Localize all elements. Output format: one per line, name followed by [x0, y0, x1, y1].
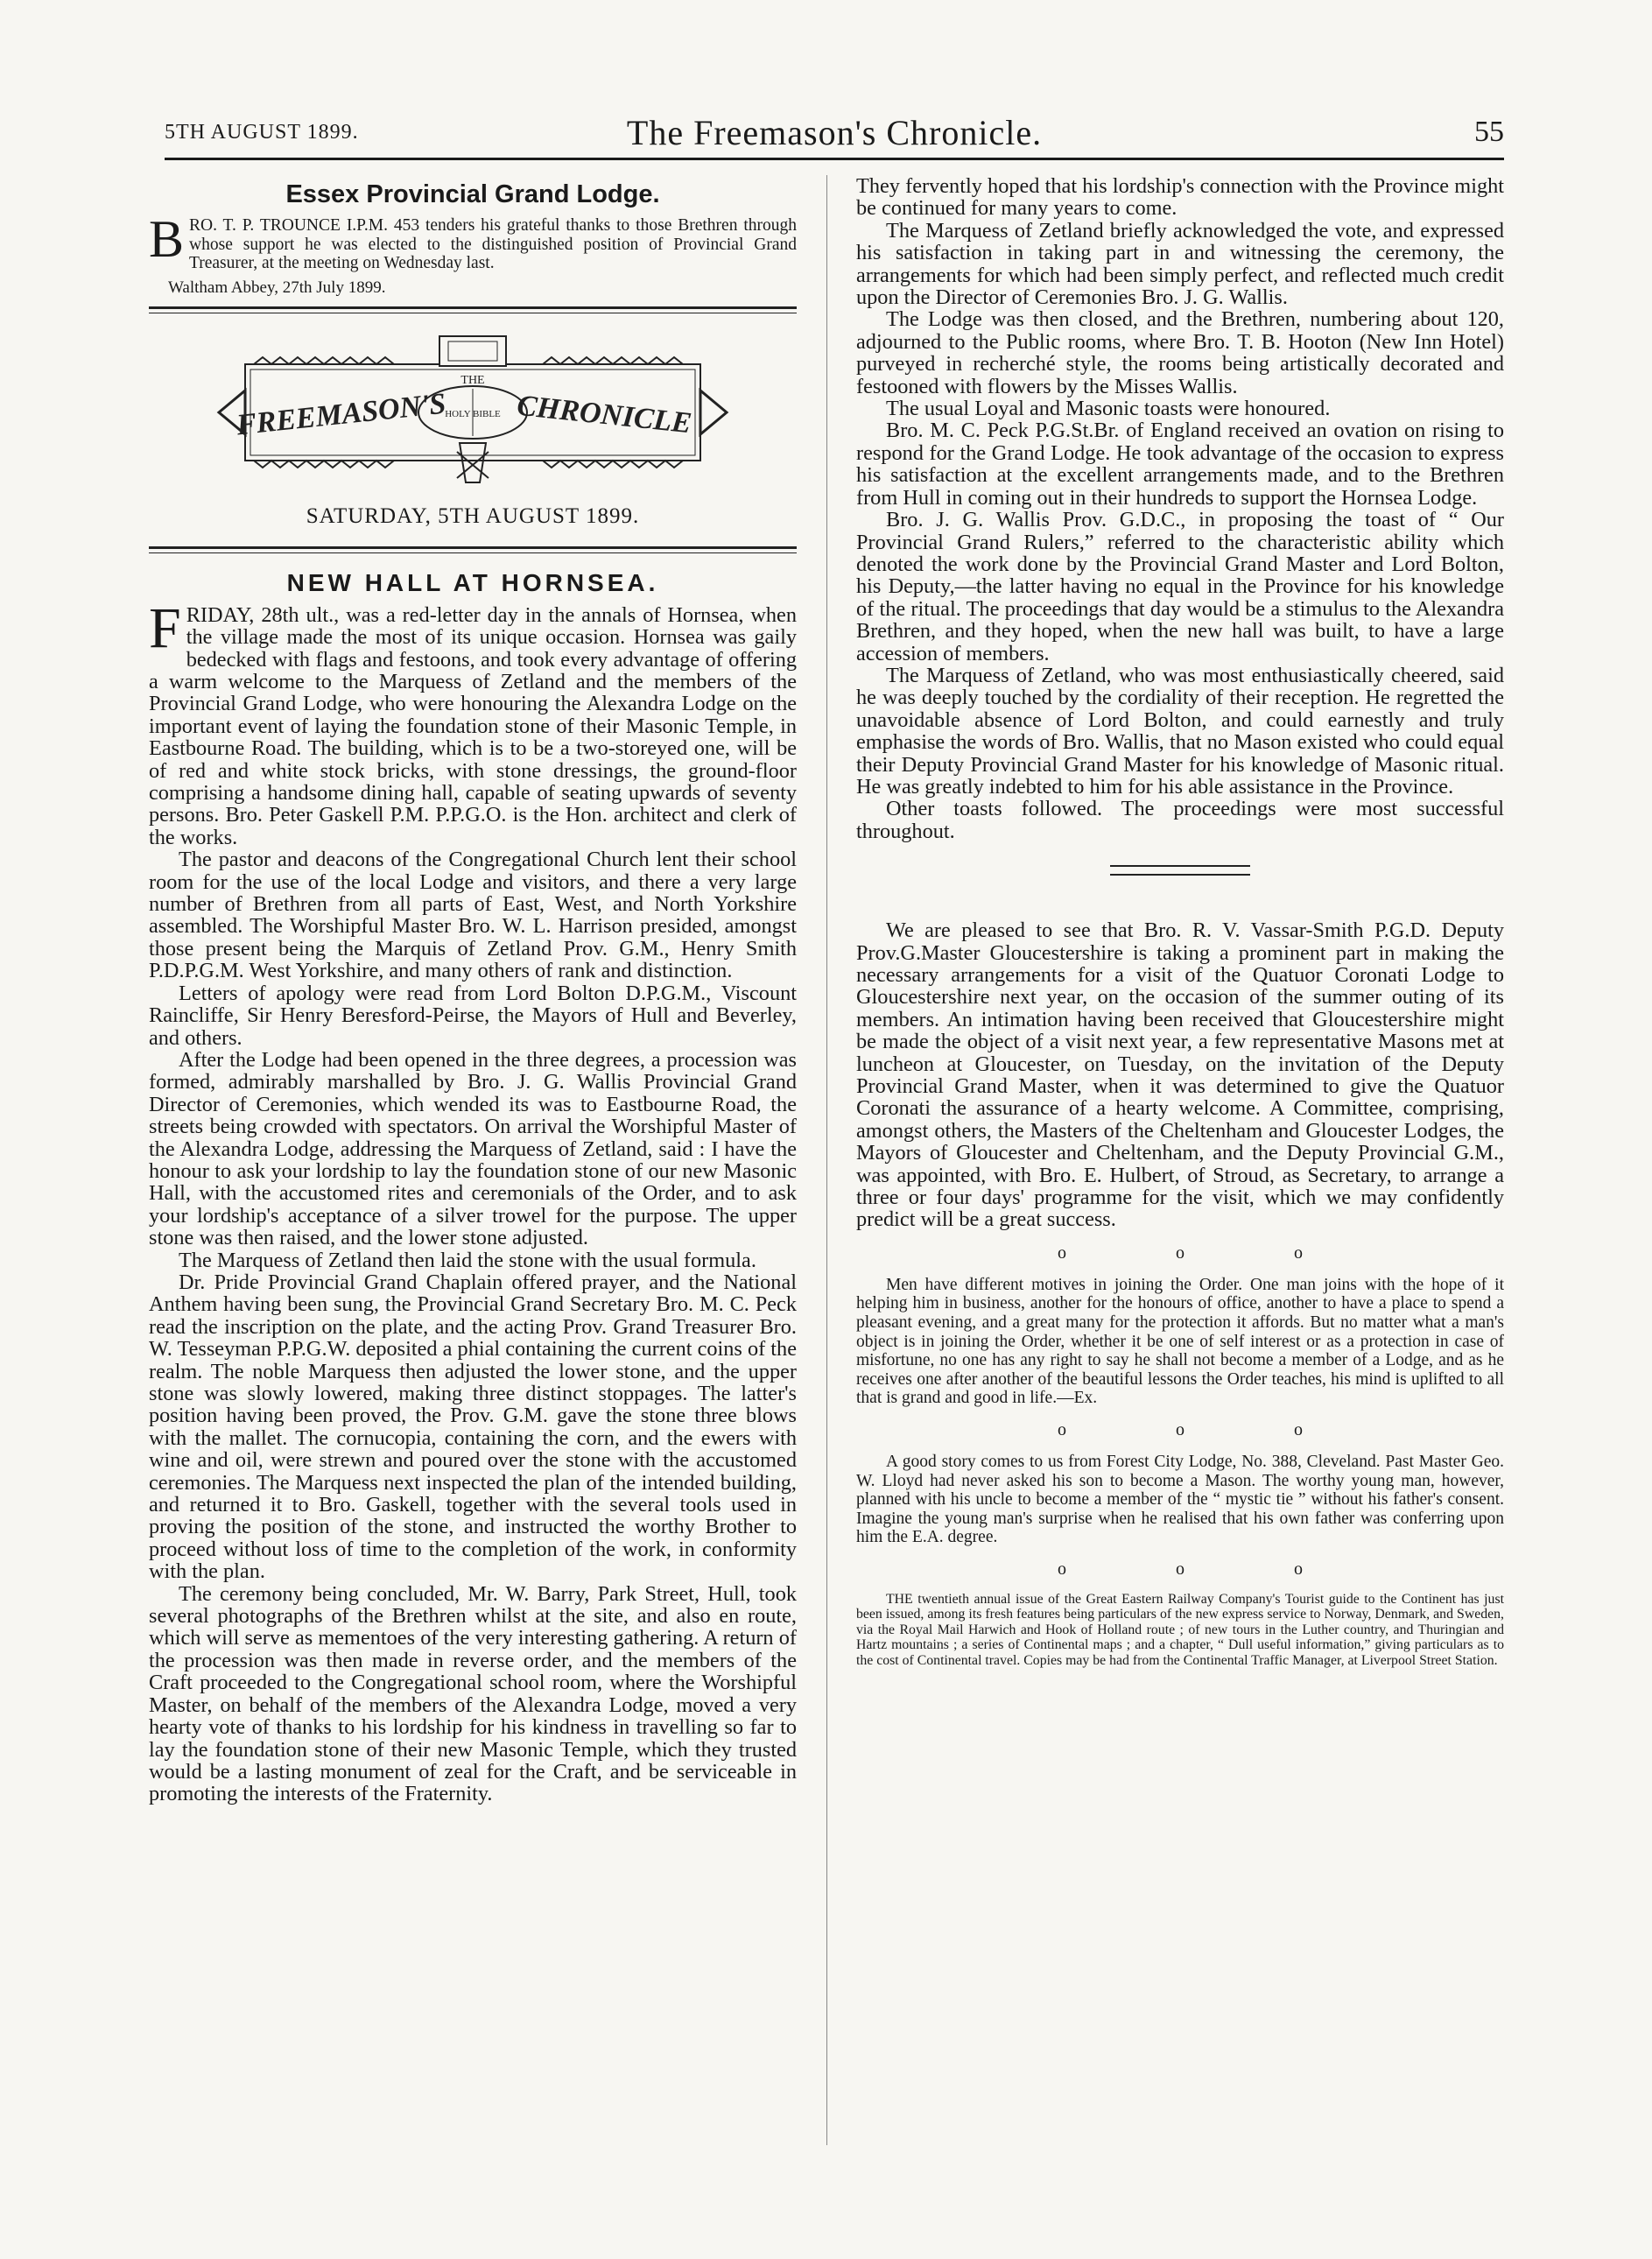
masthead-left-text: FREEMASON'S — [235, 387, 448, 442]
masthead-logo — [201, 329, 744, 496]
article-paragraph: Other toasts followed. The proceedings were most successful throughout. — [856, 797, 1504, 843]
article-paragraph: The Marquess of Zetland, who was most enthusiastically cheered, said he was deeply touched by the cordiality of their reception. He regretted the unavoidable absence of Lord Bolton, and could earnestly and truly emphasise the words of Bro. Wallis, that no Mason existed who could equal their Deputy Provincial Grand Master for his knowledge of Masonic ritual. He was greatly indebted to him for his able assistance in the Province. — [856, 663, 1504, 799]
article-paragraph: The Marquess of Zetland briefly acknowledged the vote, and expressed his satisfaction in taking part in and witnessing the ceremony, the arrangements for which had been simply perfect, and reflected much credit upon the Director of Ceremonies Bro. J. G. Wallis. — [856, 218, 1504, 310]
article-paragraph: FRIDAY, 28th ult., was a red-letter day in the annals of Hornsea, when the village made the most of its unique occasion. Hornsea was gaily bedecked with flags and festoons, and took every advantage of offering a warm welcome to the Marquess of Zetland and the members of the Provincial Grand Lodge, who were honouring the Alexandra Lodge on the important event of laying the foundation stone of their Masonic Temple, in Eastbourne Road. The building, which is to be a two-storeyed one, will be of red and white stock bricks, with stone dressings, the ground-floor comprising a handsome dining hall, capable of seating upwards of seventy persons. Bro. Peter Gaskell P.M. P.P.G.O. is the Hon. architect and clerk of the works. — [149, 595, 797, 849]
article-paragraph: After the Lodge had been opened in the three degrees, a procession was formed, admirably marshalled by Bro. J. G. Wallis Provincial Grand Director of Ceremonies, which wended its was to Eastbourne Road, the streets being crowded with spectators. On arrival the Worshipful Master of the Alexandra Lodge, addressing the Marquess of Zetland, said : I have the honour to ask your lordship to lay the foundation stone of our new Masonic Hall, with the accustomed rites and ceremonials of the Order, and to ask your lordship's acceptance of a silver trowel for the purpose. The upper stone was then raised, and the lower stone adjusted. — [149, 1047, 797, 1250]
right-column — [856, 175, 1504, 1668]
article-paragraph: The ceremony being concluded, Mr. W. Barry, Park Street, Hull, took several photographs of the Brethren whilst at the site, and also en route, which will serve as mementoes of the very interesting gathering. A return of the procession was then made in reverse order, and the members of the Craft proceeded to the Congregational school room, where the Worshipful Master, on behalf of the members of the Alexandra Lodge, moved a very hearty vote of thanks to his lordship for his kindness in travelling so far to lay the foundation stone of their new Masonic Temple, which they trusted would be a lasting monument of zeal for the Craft, and be serviceable in promoting the interests of the Fraternity. — [149, 1581, 797, 1806]
article-continuation — [856, 175, 1504, 842]
ornament-divider: o o o — [1058, 1559, 1355, 1579]
dateline-rule — [149, 546, 797, 553]
article-paragraph: They fervently hoped that his lordship's connection with the Province might be continued for many years to come. — [856, 174, 1504, 221]
notice-title: Essex Provincial Grand Lodge. — [285, 180, 660, 208]
article-title: NEW HALL AT HORNSEA. — [286, 568, 659, 596]
article-paragraph: The usual Loyal and Masonic toasts were honoured. — [886, 397, 1331, 421]
news-item-motives — [856, 1276, 1504, 1408]
page-number: 55 — [1474, 116, 1504, 148]
ornament-divider: o o o — [1058, 1242, 1355, 1263]
notice-signature: Waltham Abbey, 27th July 1899. — [168, 278, 386, 297]
header-rule — [165, 158, 1504, 160]
section-separator — [1110, 865, 1250, 876]
news-item-railway — [856, 1592, 1504, 1668]
news-item-text: Men have different motives in joining the Order. One man joins with the hope of it helping him in business, another for the honours of office, another to have a place to spend a pleasant evening, and a great many for the protection it affords. But no matter what a man's object is in joining the Order, whether it be one of self interest or as a protection in case of misfortune, no one has any right to say he shall not become a member of a Lodge, and as he receives one after another of the beautiful lessons the Order teaches, his mind is uplifted to all that is grand and good in life.—Ex. — [856, 1275, 1504, 1408]
masthead-top-text: THE — [460, 373, 485, 387]
news-item-text: We are pleased to see that Bro. R. V. Vassar-Smith P.G.D. Deputy Prov.G.Master Gloucestershire is taking a prominent part in making the necessary arrangements for a visit of the Quatuor Coronati Lodge to Gloucestershire next year, on the occasion of the summer outing of its members. An intimation having been received that Gloucestershire might be made the object of a visit next year, a few representative Masons met at luncheon at Gloucester, on Tuesday, on the invitation of the Deputy Provincial Grand Master, when it was determined to give the Quatuor Coronati the assurance of a hearty welcome. A Committee, comprising, amongst others, the Masters of the Cheltenham and Gloucester Lodges, the Mayors of Gloucester and Cheltenham, and the Deputy Provincial G.M., was appointed, with Bro. E. Hulbert, of Stroud, as Secretary, to arrange a three or four days' programme for the visit, which we may confidently predict will be a great success. — [856, 918, 1504, 1232]
article-paragraph: Letters of apology were read from Lord Bolton D.P.G.M., Viscount Raincliffe, Sir Henry Beresford-Peirse, the Mayors of Hull and Beverley, and others. — [149, 981, 797, 1050]
masthead-right-text: CHRONICLE — [515, 389, 693, 440]
ornament-divider: o o o — [1058, 1420, 1355, 1440]
article-paragraph: Bro. J. G. Wallis Prov. G.D.C., in proposing the toast of “ Our Provincial Grand Rulers,” referred to the characteristic ability which denoted the work done by the Provincial Grand Master and Lord Bolton, his Deputy,—the latter having no equal in the Province for his knowledge of the ritual. The proceedings that day would be a stimulus to the Alexandra Brethren, and they hoped, when the new hall was built, to have a large accession of members. — [856, 508, 1504, 665]
article-paragraph: The Lodge was then closed, and the Brethren, numbering about 120, adjourned to the Public rooms, where Bro. T. B. Hooton (New Inn Hotel) purveyed in recherché style, the rooms being artistically decorated and festooned with flowers by the Misses Wallis. — [856, 307, 1504, 398]
issue-dateline: SATURDAY, 5TH AUGUST 1899. — [306, 503, 640, 528]
column-divider — [826, 175, 827, 2145]
article-paragraph: Bro. M. C. Peck P.G.St.Br. of England received an ovation on rising to respond for the Grand Lodge. He took advantage of the occasion to express his satisfaction at the excellent arrangements made, and to the Brethren from Hull in coming out in their hundreds to support the Hornsea Lodge. — [856, 419, 1504, 510]
notice-text: RO. T. P. TROUNCE I.P.M. 453 tenders his grateful thanks to those Brethren through whose support he was elected to the distinguished position of Provincial Grand Treasurer, at the meeting on Wednesday last. — [189, 216, 797, 273]
notice-rule — [149, 306, 797, 313]
left-column — [149, 175, 797, 1805]
masthead-book-text: HOLY BIBLE — [445, 408, 501, 419]
article-paragraph: The pastor and deacons of the Congregational Church lent their school room for the use of the local Lodge and visitors, and there a very large number of Brethren from all parts of East, West, and North Yorkshire assembled. The Worshipful Master Bro. W. L. Harrison presided, amongst those present being the Marquis of Zetland Prov. G.M., Henry Smith P.D.P.G.M. West Yorkshire, and many others of rank and distinction. — [149, 848, 797, 983]
article-paragraph: Dr. Pride Provincial Grand Chaplain offered prayer, and the National Anthem having been sung, the Provincial Grand Secretary Bro. M. C. Peck read the inscription on the plate, and the acting Prov. Grand Treasurer Bro. W. Tesseyman P.P.G.W. deposited a phial containing the current coins of the realm. The noble Marquess then adjusted the lower stone, and the upper stone was slowly lowered, making three distinct stoppages. The latter's position having been proved, the Prov. G.M. gave the stone three blows with the mallet. The cornucopia, containing the corn, and the ewers with wine and oil, were strewn and poured over the stone with the accustomed ceremonies. The Marquess next inspected the plan of the intended building, and returned it to Bro. Gaskell, together with the several tools used in proving the position of the stone, and instructed the worthy Brother to proceed without loss of time to the completion of the work, in conformity with the plan. — [149, 1270, 797, 1584]
header-title: The Freemason's Chronicle. — [626, 113, 1043, 152]
news-item-text: THE twentieth annual issue of the Great Eastern Railway Company's Tourist guide to the Continent has just been issued, among its fresh features being particulars of the new express service to Norway, Denmark, and Sweden, via the Royal Mail Harwich and Hook of Holland route ; of new tours in the Luther country, and Thuringian and Hartz mountains ; a series of Continental maps ; and a chapter, “ Dull useful information,” giving particulars as to the cost of Continental travel. Copies may be had from the Continental Traffic Manager, at Liverpool Street Station. — [856, 1592, 1504, 1668]
article-drop-cap: F — [149, 595, 181, 660]
article-paragraph: The Marquess of Zetland then laid the stone with the usual formula. — [179, 1248, 756, 1272]
news-item-text: A good story comes to us from Forest City Lodge, No. 388, Cleveland. Past Master Geo. W. Lloyd had never asked his son to become a Mason. The worthy young man, however, planned with his uncle to become a member of the “ mystic tie ” without his father's consent. Imagine the young man's surprise when he realised that his own father was conferring upon him the E.A. degree. — [856, 1453, 1504, 1547]
article-body — [149, 595, 797, 1806]
masthead-graphic — [201, 329, 744, 496]
running-header — [165, 112, 1504, 154]
news-item-forest-city — [856, 1453, 1504, 1547]
news-item-vassar-smith — [856, 919, 1504, 1231]
notice-body — [149, 210, 797, 273]
header-date: 5TH AUGUST 1899. — [165, 121, 359, 144]
notice-drop-cap: B — [149, 210, 185, 268]
